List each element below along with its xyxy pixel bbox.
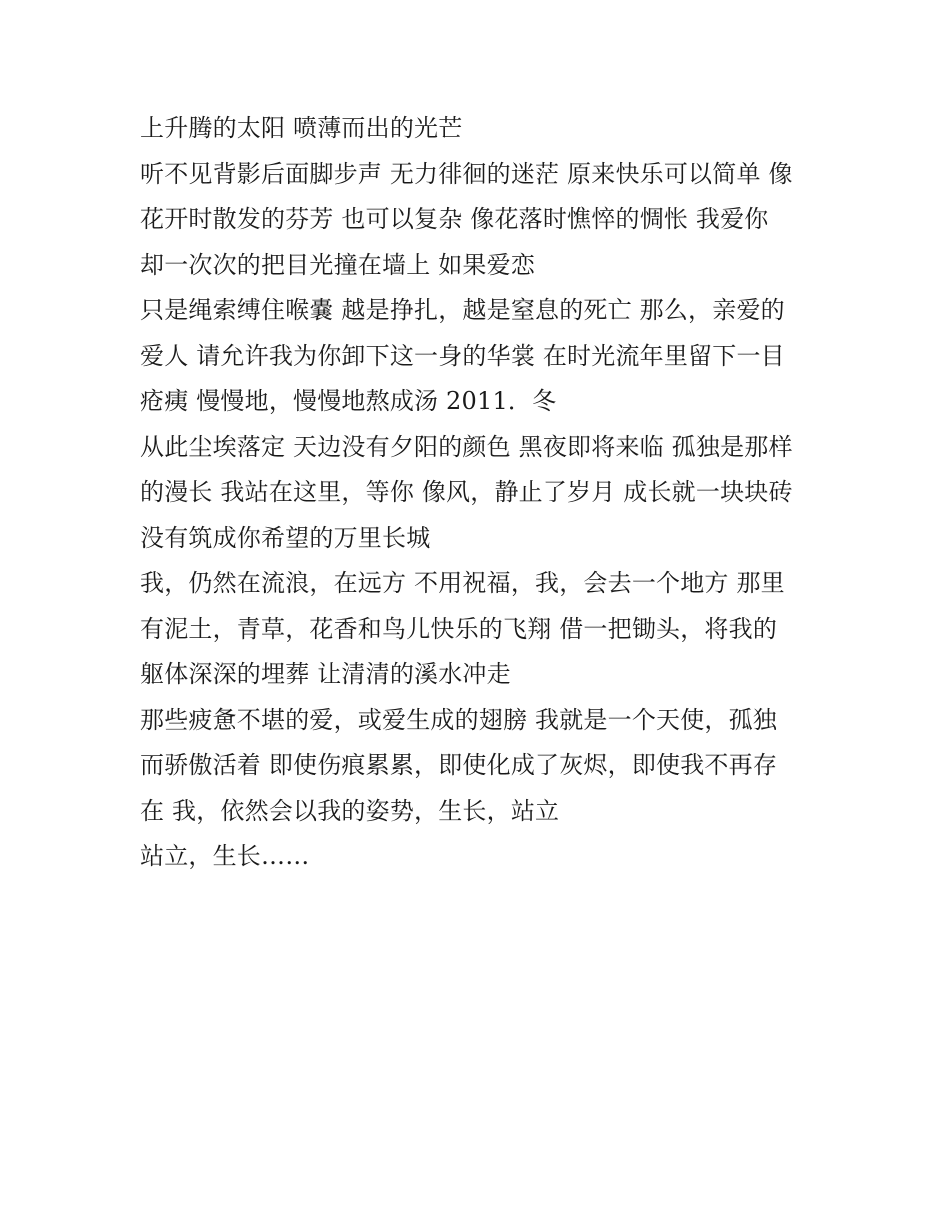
text-line: 在 我，依然会以我的姿势，生长，站立	[140, 796, 560, 825]
text-line: 从此尘埃落定 天边没有夕阳的颜色 黑夜即将来临 孤独是那样	[140, 432, 793, 461]
text-line: 却一次次的把目光撞在墙上 如果爱恋	[140, 250, 536, 279]
text-line: 花开时散发的芬芳 也可以复杂 像花落时憔悴的惆怅 我爱你	[140, 205, 769, 233]
text-line: 只是绳索缚住喉嚢 越是挣扎，越是窒息的死亡 那么，亲爱的	[140, 296, 785, 324]
text-line: 上升腾的太阳 喷薄而出的光芒	[140, 114, 463, 142]
text-line: 我，仍然在流浪，在远方 不用祝福，我，会去一个地方 那里	[140, 569, 785, 597]
text-line: 爱人 请允许我为你卸下这一身的华裳 在时光流年里留下一目	[140, 341, 785, 370]
text-line: 有泥土，青草，花香和鸟儿快乐的飞翔 借一把锄头，将我的	[140, 614, 778, 643]
text-line: 站立，生长……	[140, 842, 310, 870]
text-line: 而骄傲活着 即使伤痕累累，即使化成了灰烬，即使我不再存	[140, 751, 778, 779]
text-line: 那些疲惫不堪的爱，或爱生成的翅膀 我就是一个天使，孤独	[140, 705, 778, 734]
poem-body	[140, 106, 820, 880]
text-line: 躯体深深的埋葬 让清清的溪水冲走	[140, 660, 511, 688]
text-line: 的漫长 我站在这里，等你 像风，静止了岁月 成长就一块块砖	[140, 478, 793, 506]
text-line: 听不见背影后面脚步声 无力徘徊的迷茫 原来快乐可以简单 像	[140, 159, 793, 188]
text-line: 疮痍 慢慢地，慢慢地熬成汤 2011．冬	[140, 387, 557, 415]
text-line: 没有筑成你希望的万里长城	[140, 523, 431, 552]
